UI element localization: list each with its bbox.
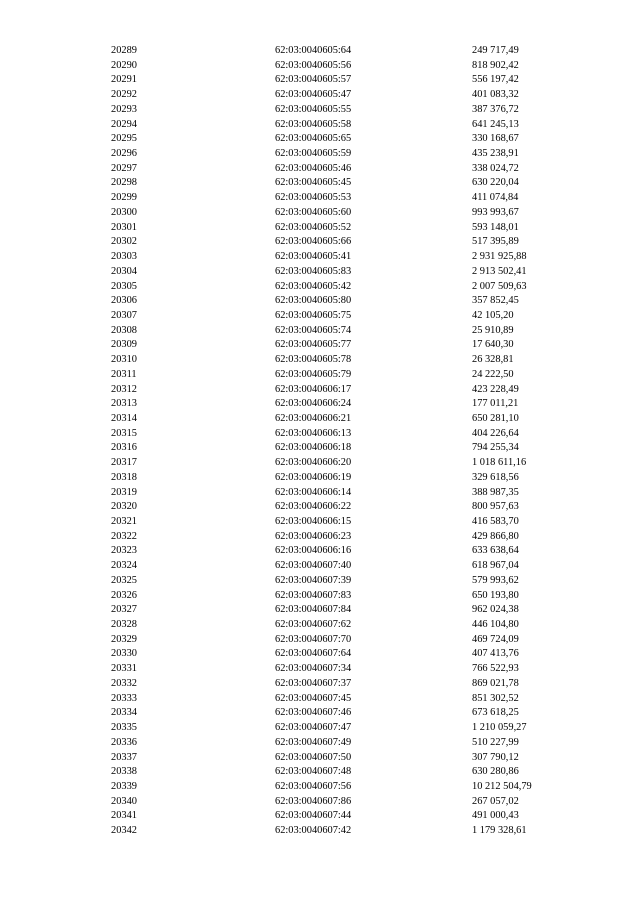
row-number-cell: 20324 — [111, 560, 137, 572]
cadastral-number-cell: 62:03:0040605:45 — [275, 177, 352, 189]
table-row — [0, 574, 640, 589]
cadastral-number-cell: 62:03:0040606:24 — [275, 398, 352, 410]
table-row — [0, 456, 640, 471]
cadastral-number-cell: 62:03:0040607:44 — [275, 810, 352, 822]
cadastral-value-cell: 407 413,76 — [472, 648, 519, 660]
table-row — [0, 191, 640, 206]
row-number-cell: 20316 — [111, 442, 137, 454]
cadastral-value-cell: 387 376,72 — [472, 103, 519, 115]
cadastral-number-cell: 62:03:0040607:62 — [275, 619, 352, 631]
row-number-cell: 20315 — [111, 427, 137, 439]
table-row — [0, 162, 640, 177]
cadastral-value-cell: 630 280,86 — [472, 766, 519, 778]
cadastral-value-cell: 650 281,10 — [472, 412, 519, 424]
table-row — [0, 441, 640, 456]
table-row — [0, 88, 640, 103]
table-row — [0, 132, 640, 147]
row-number-cell: 20338 — [111, 766, 137, 778]
cadastral-number-cell: 62:03:0040607:34 — [275, 663, 352, 675]
row-number-cell: 20330 — [111, 648, 137, 660]
cadastral-value-cell: 435 238,91 — [472, 148, 519, 160]
cadastral-number-cell: 62:03:0040607:37 — [275, 677, 352, 689]
table-row — [0, 500, 640, 515]
row-number-cell: 20342 — [111, 825, 137, 837]
row-number-cell: 20296 — [111, 148, 137, 160]
row-number-cell: 20301 — [111, 221, 137, 233]
row-number-cell: 20334 — [111, 707, 137, 719]
row-number-cell: 20325 — [111, 574, 137, 586]
cadastral-value-cell: 650 193,80 — [472, 589, 519, 601]
table-row — [0, 324, 640, 339]
row-number-cell: 20332 — [111, 677, 137, 689]
cadastral-value-cell: 851 302,52 — [472, 692, 519, 704]
table-row — [0, 603, 640, 618]
table-row — [0, 677, 640, 692]
cadastral-value-cell: 579 993,62 — [472, 574, 519, 586]
row-number-cell: 20327 — [111, 604, 137, 616]
table-row — [0, 486, 640, 501]
cadastral-number-cell: 62:03:0040605:41 — [275, 251, 352, 263]
cadastral-number-cell: 62:03:0040606:17 — [275, 383, 352, 395]
cadastral-number-cell: 62:03:0040607:39 — [275, 574, 352, 586]
table-row — [0, 589, 640, 604]
row-number-cell: 20319 — [111, 486, 137, 498]
cadastral-value-cell: 630 220,04 — [472, 177, 519, 189]
cadastral-value-cell: 249 717,49 — [472, 45, 519, 56]
row-number-cell: 20302 — [111, 236, 137, 248]
table-row — [0, 736, 640, 751]
cadastral-value-cell: 673 618,25 — [472, 707, 519, 719]
row-number-cell: 20340 — [111, 795, 137, 807]
cadastral-number-cell: 62:03:0040605:47 — [275, 89, 352, 101]
cadastral-value-cell: 416 583,70 — [472, 516, 519, 527]
row-number-cell: 20312 — [111, 383, 137, 395]
cadastral-number-cell: 62:03:0040605:57 — [275, 74, 352, 86]
cadastral-value-cell: 517 395,89 — [472, 236, 519, 248]
cadastral-number-cell: 62:03:0040607:83 — [275, 589, 352, 601]
table-row — [0, 780, 640, 795]
cadastral-number-cell: 62:03:0040605:58 — [275, 118, 352, 130]
row-number-cell: 20299 — [111, 192, 137, 204]
table-row — [0, 221, 640, 236]
cadastral-number-cell: 62:03:0040606:13 — [275, 427, 352, 439]
cadastral-value-cell: 411 074,84 — [472, 192, 519, 204]
cadastral-number-cell: 62:03:0040607:64 — [275, 648, 352, 660]
row-number-cell: 20335 — [111, 722, 137, 734]
row-number-cell: 20295 — [111, 133, 137, 145]
row-number-cell: 20310 — [111, 354, 137, 366]
cadastral-value-cell: 401 083,32 — [472, 89, 519, 101]
row-number-cell: 20333 — [111, 692, 137, 704]
cadastral-value-cell: 42 105,20 — [472, 309, 514, 321]
cadastral-value-cell: 429 866,80 — [472, 530, 519, 542]
cadastral-number-cell: 62:03:0040605:55 — [275, 103, 352, 115]
cadastral-number-cell: 62:03:0040606:14 — [275, 486, 352, 498]
row-number-cell: 20298 — [111, 177, 137, 189]
table-row — [0, 250, 640, 265]
table-row — [0, 618, 640, 633]
row-number-cell: 20320 — [111, 501, 137, 513]
cadastral-number-cell: 62:03:0040605:52 — [275, 221, 352, 233]
cadastral-value-cell: 556 197,42 — [472, 74, 519, 86]
row-number-cell: 20292 — [111, 89, 137, 101]
row-number-cell: 20307 — [111, 309, 137, 321]
cadastral-value-cell: 818 902,42 — [472, 59, 519, 71]
cadastral-value-cell: 1 210 059,27 — [472, 722, 527, 734]
table-row — [0, 147, 640, 162]
table-row — [0, 280, 640, 295]
cadastral-value-cell: 491 000,43 — [472, 810, 519, 822]
cadastral-number-cell: 62:03:0040607:49 — [275, 736, 352, 748]
cadastral-value-cell: 1 179 328,61 — [472, 825, 527, 837]
cadastral-value-cell: 593 148,01 — [472, 221, 519, 233]
cadastral-value-cell: 26 328,81 — [472, 354, 514, 366]
cadastral-number-cell: 62:03:0040605:56 — [275, 59, 352, 71]
table-row — [0, 721, 640, 736]
row-number-cell: 20304 — [111, 265, 137, 277]
table-row — [0, 824, 640, 839]
row-number-cell: 20329 — [111, 633, 137, 645]
table-row — [0, 176, 640, 191]
cadastral-value-cell: 800 957,63 — [472, 501, 519, 513]
cadastral-value-cell: 267 057,02 — [472, 795, 519, 807]
cadastral-value-cell: 307 790,12 — [472, 751, 519, 763]
row-number-cell: 20308 — [111, 324, 137, 336]
cadastral-number-cell: 62:03:0040607:86 — [275, 795, 352, 807]
table-row — [0, 235, 640, 250]
cadastral-value-cell: 388 987,35 — [472, 486, 519, 498]
table-row — [0, 647, 640, 662]
table-row — [0, 795, 640, 810]
cadastral-value-cell: 510 227,99 — [472, 736, 519, 748]
cadastral-value-cell: 17 640,30 — [472, 339, 514, 351]
table-row — [0, 73, 640, 88]
cadastral-number-cell: 62:03:0040605:42 — [275, 280, 352, 292]
table-row — [0, 633, 640, 648]
cadastral-number-cell: 62:03:0040606:16 — [275, 545, 352, 557]
row-number-cell: 20339 — [111, 780, 137, 792]
cadastral-number-cell: 62:03:0040607:40 — [275, 560, 352, 572]
table-row — [0, 765, 640, 780]
cadastral-value-cell: 794 255,34 — [472, 442, 519, 454]
cadastral-number-cell: 62:03:0040607:42 — [275, 825, 352, 837]
cadastral-number-cell: 62:03:0040607:84 — [275, 604, 352, 616]
row-number-cell: 20326 — [111, 589, 137, 601]
row-number-cell: 20290 — [111, 59, 137, 71]
row-number-cell: 20341 — [111, 810, 137, 822]
row-number-cell: 20314 — [111, 412, 137, 424]
table-row — [0, 544, 640, 559]
cadastral-value-cell: 338 024,72 — [472, 162, 519, 174]
cadastral-value-cell: 10 212 504,79 — [472, 780, 532, 792]
cadastral-number-cell: 62:03:0040605:80 — [275, 295, 352, 307]
table-row — [0, 103, 640, 118]
cadastral-number-cell: 62:03:0040606:21 — [275, 412, 352, 424]
cadastral-number-cell: 62:03:0040606:15 — [275, 516, 352, 527]
row-number-cell: 20294 — [111, 118, 137, 130]
row-number-cell: 20309 — [111, 339, 137, 351]
cadastral-number-cell: 62:03:0040607:56 — [275, 780, 352, 792]
table-row — [0, 530, 640, 545]
row-number-cell: 20303 — [111, 251, 137, 263]
cadastral-number-cell: 62:03:0040605:53 — [275, 192, 352, 204]
cadastral-number-cell: 62:03:0040606:23 — [275, 530, 352, 542]
table-row — [0, 412, 640, 427]
table-row — [0, 383, 640, 398]
cadastral-number-cell: 62:03:0040605:77 — [275, 339, 352, 351]
table-row — [0, 692, 640, 707]
row-number-cell: 20318 — [111, 471, 137, 483]
row-number-cell: 20317 — [111, 457, 137, 469]
table-row — [0, 397, 640, 412]
cadastral-value-cell: 329 618,56 — [472, 471, 519, 483]
row-number-cell: 20311 — [111, 368, 137, 380]
row-number-cell: 20331 — [111, 663, 137, 675]
table-row — [0, 44, 640, 59]
row-number-cell: 20337 — [111, 751, 137, 763]
cadastral-number-cell: 62:03:0040606:22 — [275, 501, 352, 513]
table-row — [0, 471, 640, 486]
cadastral-value-cell: 2 913 502,41 — [472, 265, 527, 277]
cadastral-number-cell: 62:03:0040607:48 — [275, 766, 352, 778]
cadastral-number-cell: 62:03:0040607:45 — [275, 692, 352, 704]
cadastral-value-cell: 404 226,64 — [472, 427, 519, 439]
row-number-cell: 20322 — [111, 530, 137, 542]
cadastral-number-cell: 62:03:0040606:20 — [275, 457, 352, 469]
cadastral-number-cell: 62:03:0040605:74 — [275, 324, 352, 336]
table-row — [0, 751, 640, 766]
cadastral-value-cell: 641 245,13 — [472, 118, 519, 130]
cadastral-value-cell: 869 021,78 — [472, 677, 519, 689]
cadastral-value-cell: 2 931 925,88 — [472, 251, 527, 263]
row-number-cell: 20313 — [111, 398, 137, 410]
cadastral-value-cell: 177 011,21 — [472, 398, 519, 410]
row-number-cell: 20293 — [111, 103, 137, 115]
cadastral-value-cell: 1 018 611,16 — [472, 457, 527, 469]
cadastral-number-cell: 62:03:0040605:65 — [275, 133, 352, 145]
cadastral-value-cell: 446 104,80 — [472, 619, 519, 631]
table-row — [0, 309, 640, 324]
table-row — [0, 559, 640, 574]
cadastral-value-cell: 618 967,04 — [472, 560, 519, 572]
cadastral-value-cell: 469 724,09 — [472, 633, 519, 645]
cadastral-number-cell: 62:03:0040605:60 — [275, 206, 352, 218]
row-number-cell: 20297 — [111, 162, 137, 174]
cadastral-value-cell: 633 638,64 — [472, 545, 519, 557]
cadastral-number-cell: 62:03:0040606:18 — [275, 442, 352, 454]
row-number-cell: 20305 — [111, 280, 137, 292]
row-number-cell: 20336 — [111, 736, 137, 748]
cadastral-number-cell: 62:03:0040605:83 — [275, 265, 352, 277]
row-number-cell: 20291 — [111, 74, 137, 86]
cadastral-number-cell: 62:03:0040605:75 — [275, 309, 352, 321]
row-number-cell: 20328 — [111, 619, 137, 631]
row-number-cell: 20323 — [111, 545, 137, 557]
table-row — [0, 662, 640, 677]
row-number-cell: 20289 — [111, 45, 137, 56]
table-row — [0, 809, 640, 824]
cadastral-value-cell: 2 007 509,63 — [472, 280, 527, 292]
cadastral-number-cell: 62:03:0040605:64 — [275, 45, 352, 56]
cadastral-number-cell: 62:03:0040605:46 — [275, 162, 352, 174]
table-row — [0, 206, 640, 221]
cadastral-number-cell: 62:03:0040605:66 — [275, 236, 352, 248]
cadastral-number-cell: 62:03:0040607:46 — [275, 707, 352, 719]
data-table — [0, 44, 640, 839]
row-number-cell: 20300 — [111, 206, 137, 218]
table-row — [0, 294, 640, 309]
cadastral-value-cell: 357 852,45 — [472, 295, 519, 307]
cadastral-value-cell: 330 168,67 — [472, 133, 519, 145]
cadastral-number-cell: 62:03:0040605:78 — [275, 354, 352, 366]
row-number-cell: 20306 — [111, 295, 137, 307]
row-number-cell: 20321 — [111, 516, 137, 527]
cadastral-number-cell: 62:03:0040605:79 — [275, 368, 352, 380]
table-row — [0, 265, 640, 280]
cadastral-number-cell: 62:03:0040605:59 — [275, 148, 352, 160]
table-row — [0, 353, 640, 368]
cadastral-number-cell: 62:03:0040606:19 — [275, 471, 352, 483]
cadastral-value-cell: 766 522,93 — [472, 663, 519, 675]
cadastral-number-cell: 62:03:0040607:47 — [275, 722, 352, 734]
table-row — [0, 368, 640, 383]
table-row — [0, 427, 640, 442]
cadastral-number-cell: 62:03:0040607:50 — [275, 751, 352, 763]
table-row — [0, 338, 640, 353]
cadastral-value-cell: 25 910,89 — [472, 324, 514, 336]
cadastral-value-cell: 962 024,38 — [472, 604, 519, 616]
cadastral-value-cell: 24 222,50 — [472, 368, 514, 380]
table-row — [0, 706, 640, 721]
cadastral-value-cell: 993 993,67 — [472, 206, 519, 218]
table-row — [0, 118, 640, 133]
table-row — [0, 515, 640, 530]
table-row — [0, 59, 640, 74]
cadastral-value-cell: 423 228,49 — [472, 383, 519, 395]
cadastral-number-cell: 62:03:0040607:70 — [275, 633, 352, 645]
